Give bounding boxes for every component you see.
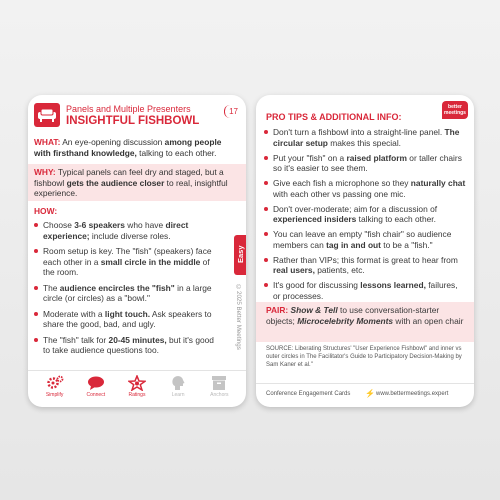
list-item: Room setup is key. The "fish" (speakers) face each other in a small circle in the middle of the room. bbox=[32, 246, 218, 278]
category-icons bbox=[28, 370, 246, 407]
list-item: The "fish" talk for 20-45 minutes, but it's good to take audience questions too. bbox=[32, 335, 218, 356]
list-item: Put your "fish" on a raised platform or taller chairs so it's easier to see them. bbox=[262, 153, 467, 174]
card-footer bbox=[256, 383, 474, 407]
sofa-icon bbox=[34, 103, 60, 127]
chat-icon bbox=[87, 375, 105, 391]
pro-tips-title: PRO TIPS & ADDITIONAL INFO: bbox=[266, 112, 402, 122]
card-number: 17 bbox=[224, 105, 240, 118]
pair-band bbox=[256, 302, 474, 342]
list-item: You can leave an empty "fish chair" so audience members can tag in and out to be a "fish." bbox=[262, 229, 467, 250]
simplify-label: Simplify bbox=[45, 392, 64, 398]
connect-label: Connect bbox=[86, 392, 106, 398]
how-list bbox=[32, 220, 218, 361]
difficulty-tab bbox=[234, 235, 246, 275]
card-back bbox=[256, 95, 474, 407]
what-text-end: talking to each other. bbox=[136, 147, 217, 158]
what-text: An eye-opening discussion bbox=[60, 137, 165, 147]
learn-label: Learn bbox=[171, 392, 185, 398]
list-item: Give each fish a microphone so they naturally chat with each other vs passing one mic. bbox=[262, 178, 467, 199]
why-bold: gets the audience closer bbox=[66, 177, 165, 188]
ratings-item bbox=[122, 371, 152, 407]
tips-list bbox=[262, 127, 467, 306]
card-front bbox=[28, 95, 246, 407]
connect-item bbox=[81, 371, 111, 407]
card-category: Panels and Multiple Presenters bbox=[66, 104, 191, 114]
why-text: Typical panels can feel dry and staged, but a fishbowl bbox=[34, 167, 224, 188]
why-label: WHY: bbox=[34, 167, 56, 177]
how-label: HOW: bbox=[34, 206, 58, 216]
why-section bbox=[34, 167, 240, 199]
list-item: Don't turn a fishbowl into a straight-line panel. The circular setup makes this special. bbox=[262, 127, 467, 148]
star-icon bbox=[128, 375, 146, 391]
learn-item bbox=[163, 371, 193, 407]
why-text-end: to real, insightful experience. bbox=[34, 177, 228, 198]
anchors-label: Anchors bbox=[210, 392, 229, 398]
list-item: It's good for discussing lessons learned, failures, or processes. bbox=[262, 280, 467, 301]
head-icon bbox=[169, 375, 187, 391]
copyright: ©2025 Better Meetings bbox=[235, 284, 242, 350]
list-item: Moderate with a light touch. Ask speakers to share the good, bad, and ugly. bbox=[32, 309, 218, 330]
list-item: The audience encircles the "fish" in a large circle (or circles) as a "bowl." bbox=[32, 283, 218, 304]
list-item: Don't over-moderate; aim for a discussion of experienced insiders talking to each other. bbox=[262, 204, 467, 225]
pair-text: PAIR: Show & Tell to use conversation-starter objects; Microcelebrity Moments with an open chair bbox=[266, 305, 464, 326]
what-section bbox=[34, 137, 240, 158]
what-bold: among people with firsthand knowledge, bbox=[34, 137, 222, 158]
archive-icon bbox=[210, 375, 228, 391]
gears-icon bbox=[46, 375, 64, 391]
ratings-label: Ratings bbox=[128, 392, 146, 398]
list-item: Rather than VIPs; this format is great to hear from real users, patients, etc. bbox=[262, 255, 467, 276]
card-title: INSIGHTFUL FISHBOWL bbox=[66, 115, 200, 127]
better-meetings-logo: better meetings bbox=[442, 101, 468, 119]
footer-left: Conference Engagement Cards bbox=[266, 391, 351, 397]
list-item: Choose 3-6 speakers who have direct experience; include diverse roles. bbox=[32, 220, 218, 241]
source-text: SOURCE: Liberating Structures' "User Experience Fishbowl" and inner vs outer circles in The Facilitator's Guide to Participatory Decision-Making by Sam Kaner et al." bbox=[266, 346, 462, 368]
difficulty-label: Easy bbox=[236, 245, 245, 263]
card-header bbox=[28, 95, 246, 135]
footer-url: www.bettermeetings.expert bbox=[376, 391, 449, 397]
anchors-item bbox=[204, 371, 234, 407]
what-label: WHAT: bbox=[34, 137, 61, 147]
simplify-item bbox=[40, 371, 70, 407]
lightning-icon: ⚡ bbox=[365, 389, 375, 398]
